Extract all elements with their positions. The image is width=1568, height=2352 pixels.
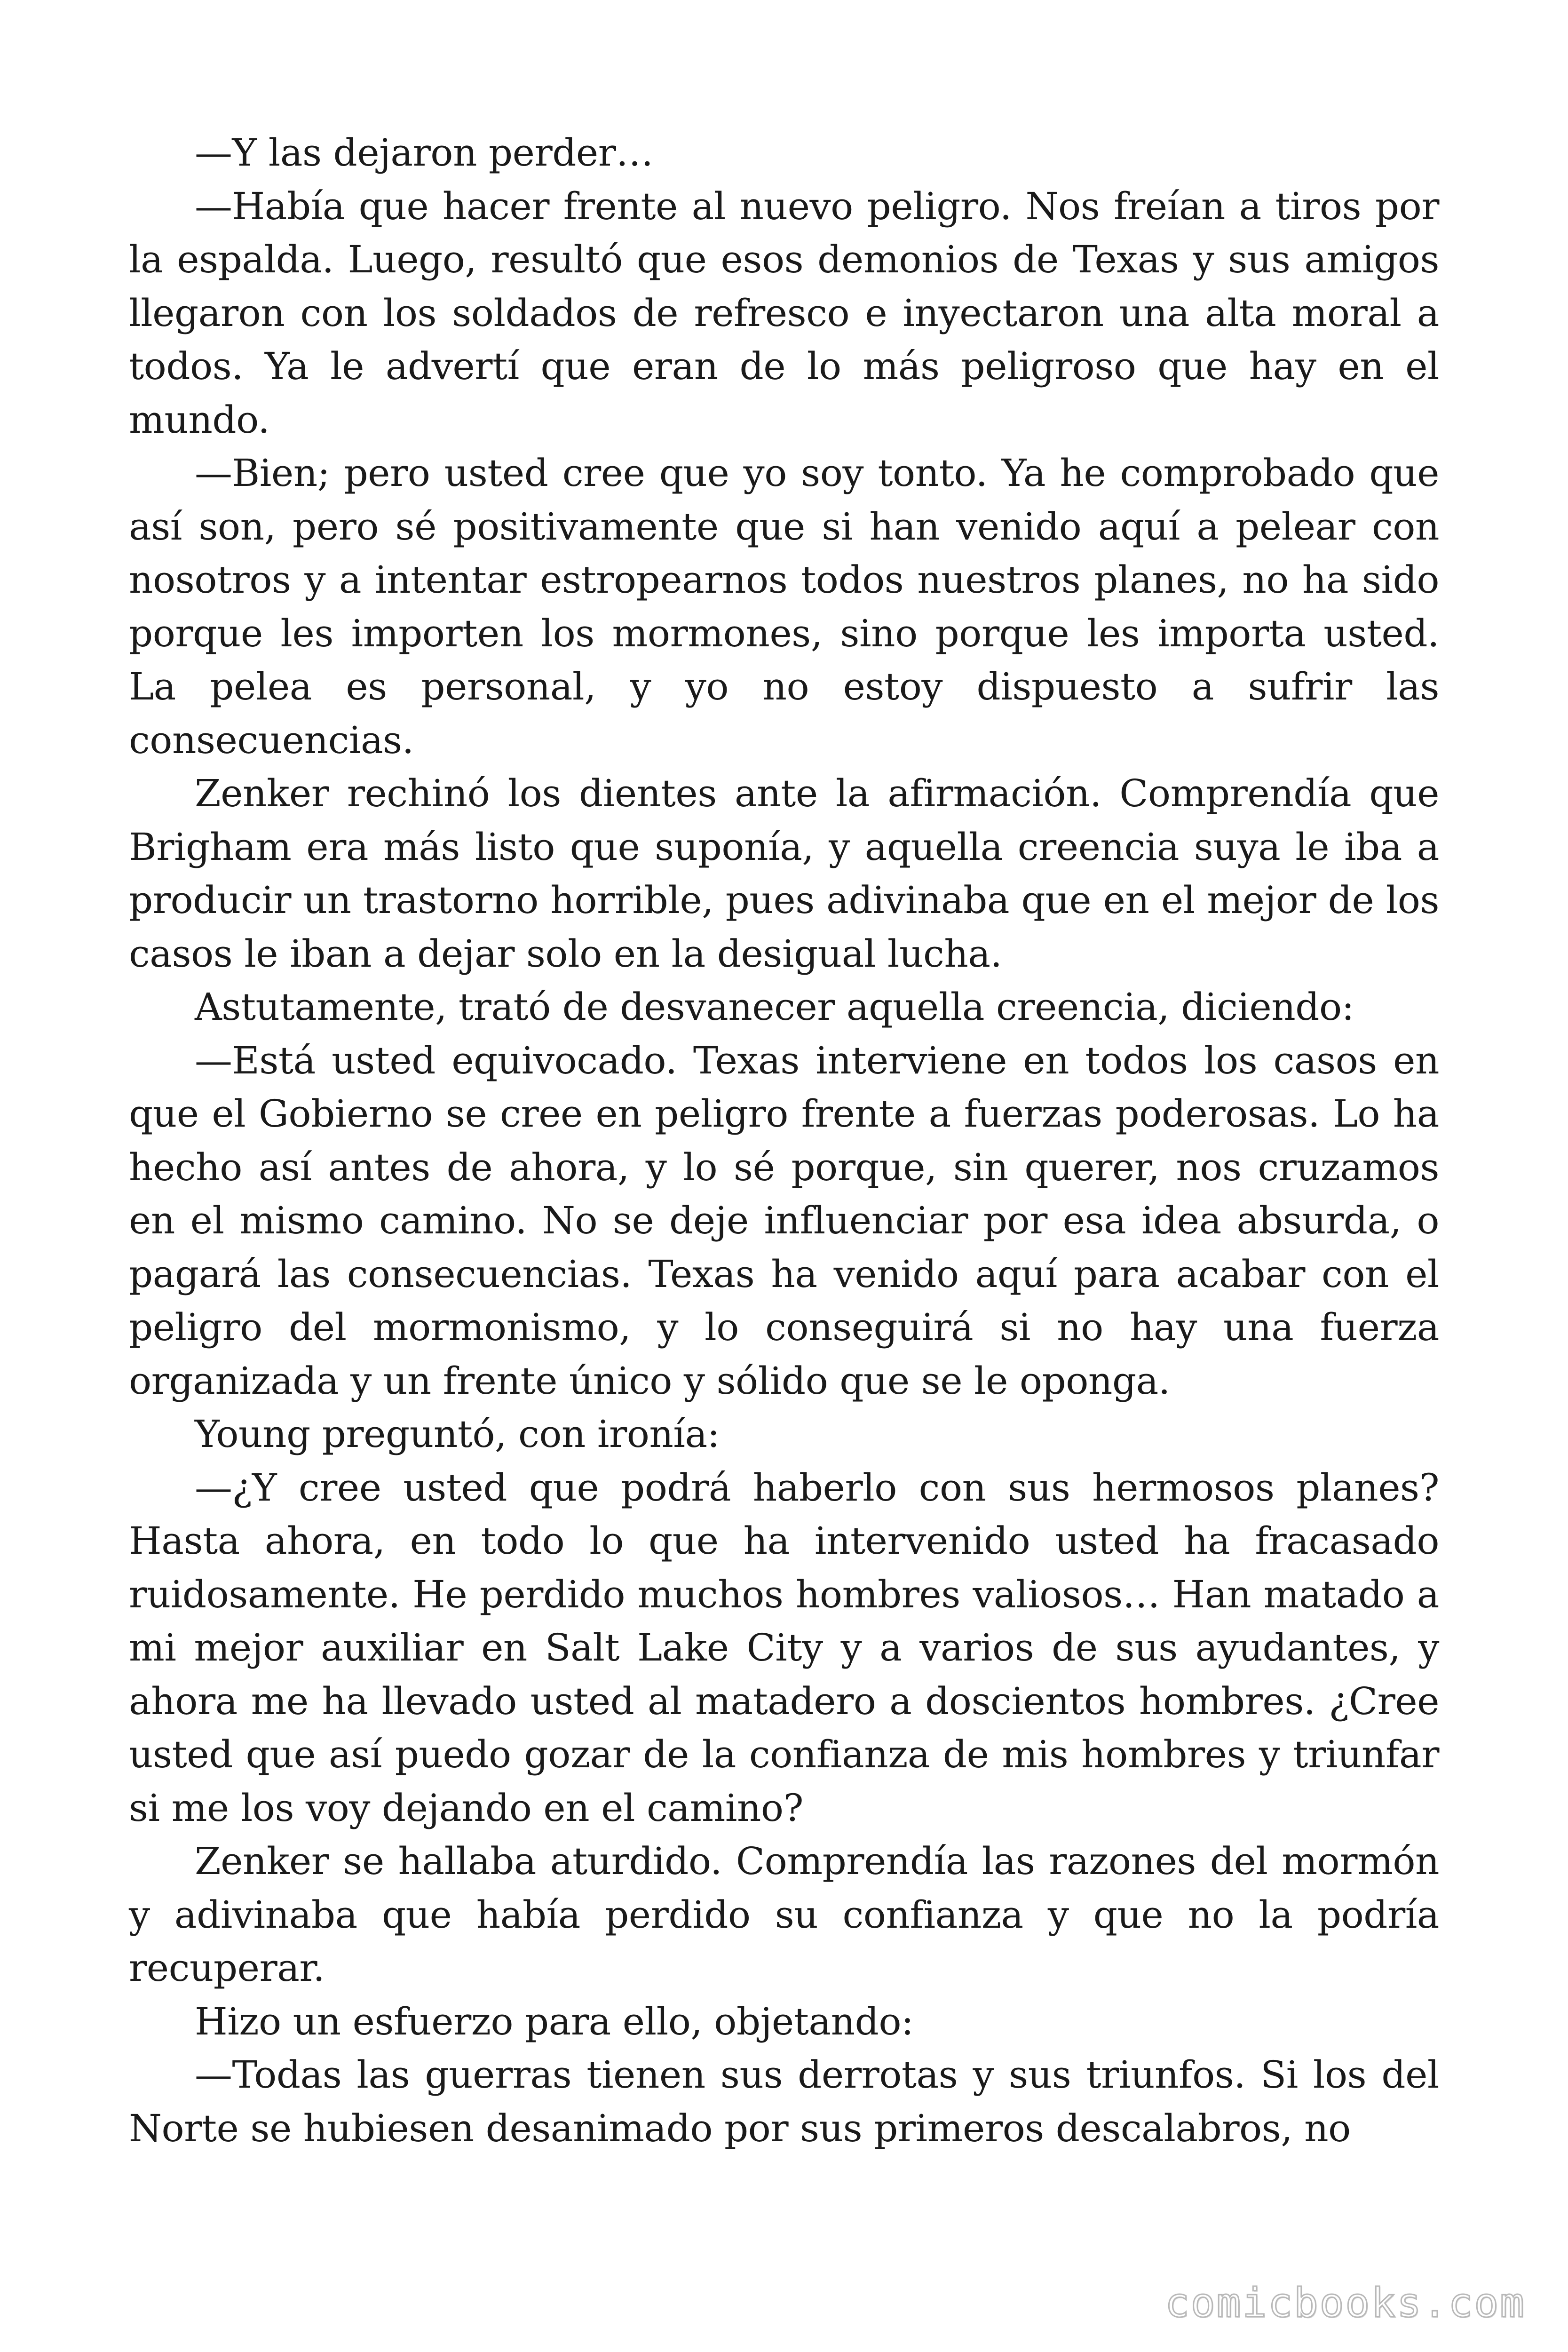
paragraph: —Todas las guerras tienen sus derrotas y sus triunfos. Si los del Norte se hubiesen desanimado por sus primeros descalabros, no [129, 2053, 1439, 2150]
paragraph: —¿Y cree usted que podrá haberlo con sus hermosos planes? Hasta ahora, en todo lo que ha intervenido usted ha fracasado ruidosamente. He perdido muchos hombres valiosos… Han matado a mi mejor auxiliar en Salt Lake City y a varios de sus ayudantes, y ahora me ha llevado usted al matadero a doscientos hombres. ¿Cree usted que así puedo gozar de la confianza de mis hombres y triunfar si me los voy dejando en el camino? [129, 1465, 1439, 1830]
paragraph: Hizo un esfuerzo para ello, objetando: [195, 1999, 914, 2043]
paragraph: Young preguntó, con ironía: [195, 1412, 720, 1456]
paragraph: —Bien; pero usted cree que yo soy tonto. Ya he comprobado que así son, pero sé positivamente que si han venido aquí a pelear con nosotros y a intentar estropearnos todos nuestros planes, no ha sido porque les importen los mormones, sino porque les importa usted. La pelea es personal, y yo no estoy dispuesto a sufrir las consecuencias. [129, 451, 1439, 762]
watermark: comicbooks.com [1165, 2280, 1526, 2327]
paragraph: —Había que hacer frente al nuevo peligro. Nos freían a tiros por la espalda. Luego, resultó que esos demonios de Texas y sus amigos llegaron con los soldados de refresco e inyectaron una alta moral a todos. Ya le advertí que eran de lo más peligroso que hay en el mundo. [129, 184, 1439, 442]
page-body-text [129, 126, 1439, 2155]
paragraph: —Está usted equivocado. Texas interviene en todos los casos en que el Gobierno se cree en peligro frente a fuerzas poderosas. Lo ha hecho así antes de ahora, y lo sé porque, sin querer, nos cruzamos en el mismo camino. No se deje influenciar por esa idea absurda, o pagará las consecuencias. Texas ha venido aquí para acabar con el peligro del mormonismo, y lo conseguirá si no hay una fuerza organizada y un frente único y sólido que se le oponga. [129, 1038, 1439, 1403]
paragraph: Astutamente, trató de desvanecer aquella creencia, diciendo: [195, 985, 1354, 1029]
paragraph: Zenker se hallaba aturdido. Comprendía las razones del mormón y adivinaba que había perdido su confianza y que no la podría recuperar. [129, 1839, 1439, 1990]
paragraph: Zenker rechinó los dientes ante la afirmación. Comprendía que Brigham era más listo que suponía, y aquella creencia suya le iba a producir un trastorno horrible, pues adivinaba que en el mejor de los casos le iban a dejar solo en la desigual lucha. [129, 771, 1439, 976]
paragraph: —Y las dejaron perder… [195, 131, 654, 175]
